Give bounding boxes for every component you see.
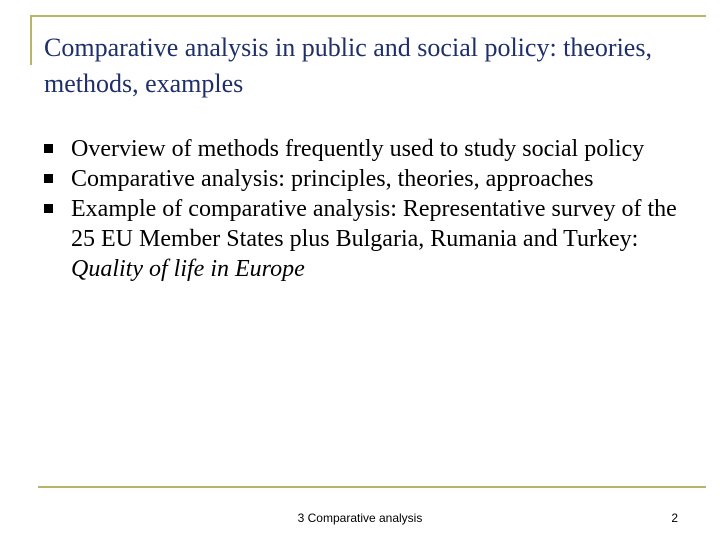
square-bullet-icon: [44, 174, 53, 183]
bullet-text: Overview of methods frequently used to study social policy: [71, 136, 645, 162]
slide-title: Comparative analysis in public and social policy: theories, methods, examples: [44, 33, 652, 98]
square-bullet-icon: [44, 144, 53, 153]
square-bullet-icon: [44, 204, 53, 213]
bullet-item: [44, 164, 684, 194]
bullet-text: Comparative analysis: principles, theories, approaches: [71, 166, 594, 192]
frame-top-line: [30, 15, 706, 17]
bullet-text-emphasis: Quality of life in Europe: [71, 256, 305, 282]
bullet-text: [71, 196, 677, 282]
bullet-text-plain: Example of comparative analysis: Representative survey of the 25 EU Member States plus Bulgaria, Rumania and Turkey:: [71, 196, 677, 252]
frame-bottom-line: [38, 486, 706, 488]
footer-label: 3 Comparative analysis: [297, 511, 423, 525]
bullet-item: [44, 194, 684, 284]
bullet-list: [44, 134, 684, 284]
frame-left-line: [30, 15, 32, 65]
bullet-item: [44, 134, 684, 164]
page-number: 2: [671, 511, 678, 525]
